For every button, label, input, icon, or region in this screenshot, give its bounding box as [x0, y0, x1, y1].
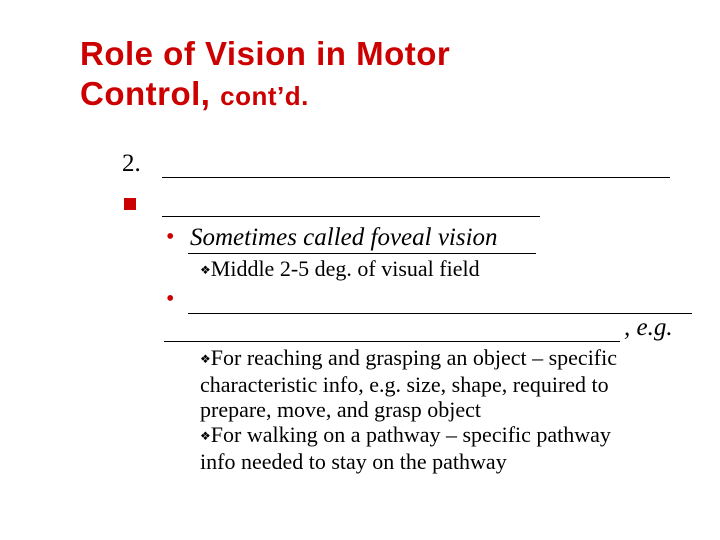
blank-line-2 [162, 216, 540, 217]
sub-sub-bullet-1-text: Middle 2-5 deg. of visual field [210, 256, 480, 281]
detail-line-1 [200, 345, 617, 372]
title-line-2-small: cont’d. [220, 81, 309, 111]
eg-text: , e.g. [624, 314, 673, 341]
detail-line-2: characteristic info, e.g. size, shape, required to [200, 372, 609, 397]
blank-line-4 [164, 341, 620, 342]
sub-sub-bullet-1 [200, 256, 480, 282]
detail-2-text: For walking on a pathway – specific pathway [210, 422, 611, 447]
detail-line-4 [200, 422, 617, 449]
blank-line-3 [188, 313, 692, 314]
blank-line-1 [162, 177, 670, 178]
checkmark-diamond-icon: ❖ [200, 352, 211, 366]
round-bullet-icon: • [166, 286, 175, 312]
underline-sub-bullet-1 [188, 253, 536, 254]
detail-paragraph [200, 345, 617, 474]
title-line-2-main: Control, [80, 75, 221, 112]
item-number: 2. [122, 150, 141, 177]
sub-bullet-1: Sometimes called foveal vision [190, 224, 498, 251]
detail-line-3: prepare, move, and grasp object [200, 397, 481, 422]
square-bullet-icon [124, 198, 136, 210]
round-bullet-icon: • [166, 224, 175, 250]
detail-1-text: For reaching and grasping an object – specific [210, 345, 618, 370]
title-line-1: Role of Vision in Motor [80, 35, 451, 72]
checkmark-diamond-icon: ❖ [200, 429, 211, 443]
checkmark-diamond-icon: ❖ [200, 263, 211, 277]
detail-line-5: info needed to stay on the pathway [200, 449, 507, 474]
slide-title [80, 34, 450, 116]
